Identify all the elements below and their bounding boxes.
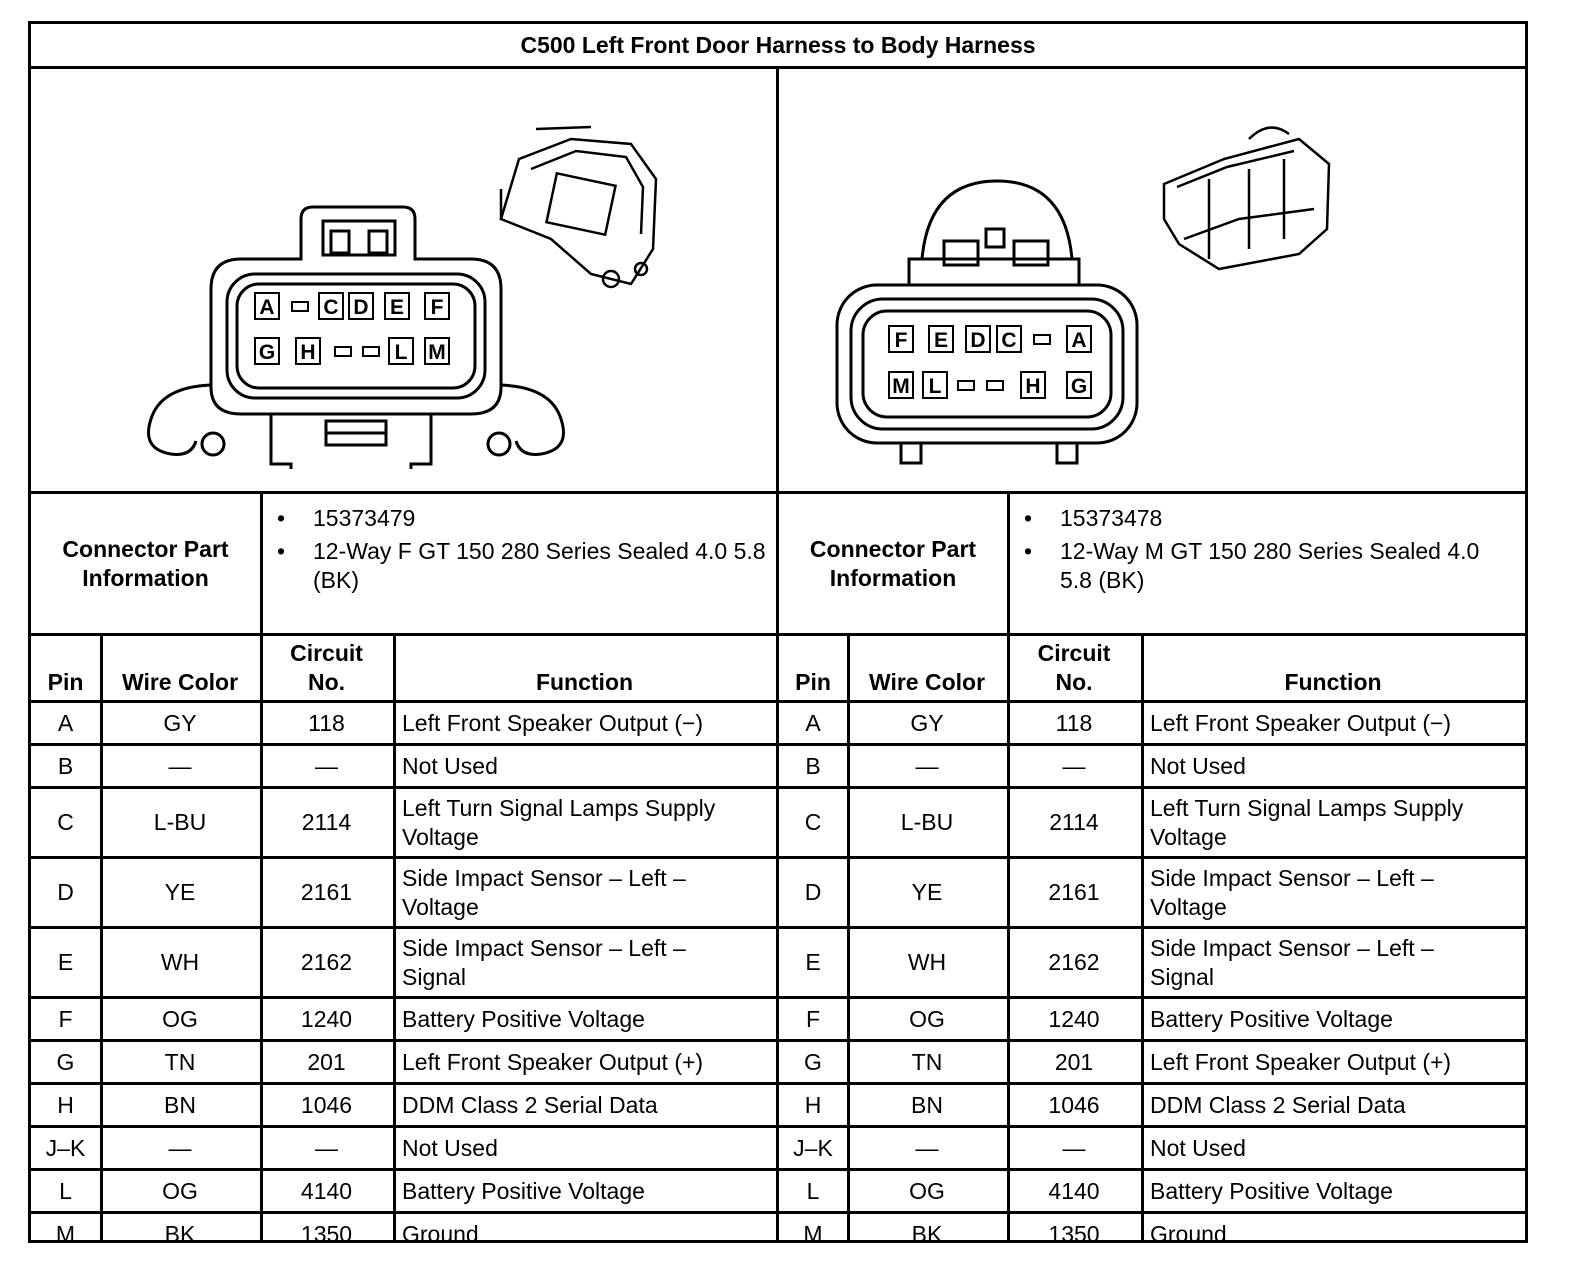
- cell-function: Side Impact Sensor – Left – Voltage: [402, 864, 686, 920]
- bullet-icon: •: [1024, 538, 1033, 564]
- cell-pin: M: [55, 1220, 76, 1247]
- cell-pin: J–K: [45, 1134, 86, 1161]
- cell-circuit: 2114: [1049, 809, 1099, 835]
- cell-function: Left Front Speaker Output (−): [402, 709, 704, 736]
- cell-circuit: —: [1062, 1134, 1086, 1161]
- part-number: • 15373478: [1024, 505, 1163, 531]
- column-header-circuit: [1007, 639, 1141, 697]
- unused-cavity: [958, 381, 974, 390]
- cell-wire-color: YE: [164, 879, 196, 905]
- pin-label: C: [1001, 329, 1017, 352]
- unused-cavity: [1034, 335, 1050, 344]
- pin-label: E: [933, 329, 949, 352]
- cell-function: Not Used: [1150, 752, 1246, 779]
- cell-circuit: 2162: [300, 949, 353, 975]
- cell-function: Left Front Speaker Output (−): [1150, 709, 1452, 736]
- male-part-info: [1010, 504, 1500, 595]
- cell-function: Ground: [1150, 1220, 1227, 1247]
- unused-cavity: [987, 381, 1003, 390]
- bullet-icon: •: [277, 538, 286, 564]
- cell-pin: B: [805, 752, 821, 779]
- female-connector-panel: [31, 69, 776, 491]
- cell-pin: L: [806, 1177, 820, 1204]
- cell-circuit: 1350: [300, 1220, 353, 1247]
- cell-function: DDM Class 2 Serial Data: [402, 1091, 658, 1118]
- pin-label: L: [394, 341, 408, 364]
- cell-function: Not Used: [402, 1134, 498, 1161]
- cell-circuit: 1046: [300, 1091, 353, 1118]
- cell-wire-color: TN: [164, 1048, 196, 1075]
- male-connector-panel: [779, 69, 1525, 491]
- bullet-icon: •: [1024, 505, 1033, 531]
- pin-label: C: [323, 296, 339, 319]
- cell-circuit: 2162: [1048, 949, 1100, 975]
- unused-cavity: [363, 347, 379, 356]
- part-description: • 12-Way F GT 150 280 Series Sealed 4.0 5.8 (BK): [277, 538, 766, 593]
- cell-circuit: 118: [308, 709, 345, 736]
- part-number: • 15373479: [277, 505, 416, 531]
- cell-function: Left Front Speaker Output (+): [402, 1048, 704, 1075]
- pin-label: L: [928, 375, 942, 398]
- cell-circuit: 4140: [1048, 1177, 1100, 1204]
- cell-wire-color: GY: [910, 709, 944, 736]
- cell-wire-color: OG: [909, 1005, 945, 1032]
- bullet-icon: •: [277, 505, 286, 531]
- cell-wire-color: GY: [163, 709, 197, 736]
- column-header-pin: Pin: [47, 669, 84, 695]
- connector-part-info-label: Connector Part Information: [62, 535, 229, 591]
- cell-wire-color: —: [168, 752, 192, 779]
- cell-circuit: 1240: [300, 1005, 353, 1032]
- cell-function: DDM Class 2 Serial Data: [1150, 1091, 1406, 1118]
- pin-label: G: [1070, 375, 1088, 398]
- cell-wire-color: OG: [162, 1005, 198, 1032]
- cell-circuit: 4140: [300, 1177, 353, 1204]
- cell-function: Left Turn Signal Lamps Supply Voltage: [402, 794, 716, 850]
- cell-circuit: 1350: [1048, 1220, 1100, 1247]
- cell-pin: H: [57, 1091, 74, 1118]
- cell-wire-color: BN: [911, 1091, 943, 1118]
- pin-label: F: [894, 329, 908, 352]
- connector-part-info-label: Connector Part Information: [809, 535, 977, 591]
- male-connector-diagram: [779, 69, 1525, 491]
- cell-circuit: —: [315, 1134, 338, 1161]
- cell-pin: C: [57, 809, 74, 835]
- cell-pin: J–K: [793, 1134, 833, 1161]
- cell-function: Battery Positive Voltage: [402, 1177, 645, 1204]
- cell-pin: G: [804, 1048, 822, 1075]
- cell-circuit: 201: [307, 1048, 346, 1075]
- cell-wire-color: —: [915, 752, 939, 779]
- cell-pin: D: [804, 879, 822, 905]
- cell-pin: B: [57, 752, 74, 779]
- cell-function: Left Turn Signal Lamps Supply Voltage: [1150, 794, 1464, 850]
- cell-wire-color: OG: [909, 1177, 945, 1204]
- pin-label: A: [259, 296, 275, 319]
- cell-circuit: 118: [1055, 709, 1093, 736]
- cell-circuit: 1046: [1048, 1091, 1100, 1118]
- column-header-pin: Pin: [795, 669, 831, 695]
- pinout-sheet: [28, 21, 1528, 1247]
- pin-label: A: [1071, 329, 1087, 352]
- cell-pin: E: [57, 949, 74, 975]
- pin-label: H: [1025, 375, 1041, 398]
- part-description: • 12-Way M GT 150 280 Series Sealed 4.0 5.8 (BK): [1024, 538, 1480, 593]
- column-header-function: Function: [1284, 669, 1382, 695]
- cell-circuit: —: [1062, 752, 1086, 779]
- column-header-circuit-line2: No.: [307, 669, 346, 695]
- cell-function: Left Front Speaker Output (+): [1150, 1048, 1452, 1075]
- pin-label: D: [353, 296, 369, 319]
- cell-pin: G: [56, 1048, 75, 1075]
- column-header-wire-color: Wire Color: [868, 669, 986, 695]
- cell-function: Side Impact Sensor – Left – Signal: [402, 934, 686, 990]
- cell-wire-color: WH: [160, 949, 200, 975]
- cell-wire-color: BK: [911, 1220, 943, 1247]
- cell-pin: E: [805, 949, 821, 975]
- column-header-wire-color: Wire Color: [121, 669, 239, 695]
- cell-wire-color: —: [915, 1134, 939, 1161]
- cell-wire-color: OG: [162, 1177, 198, 1204]
- cell-wire-color: YE: [911, 879, 943, 905]
- cell-circuit: 2114: [301, 809, 352, 835]
- cell-pin: A: [805, 709, 821, 736]
- cell-pin: F: [805, 1005, 821, 1032]
- column-header-circuit-line2: No.: [1055, 669, 1093, 695]
- cell-circuit: 1240: [1048, 1005, 1100, 1032]
- cell-wire-color: L-BU: [900, 809, 954, 835]
- column-header-circuit: [260, 639, 393, 697]
- female-part-info: [263, 504, 776, 595]
- cell-wire-color: L-BU: [153, 809, 207, 835]
- cell-wire-color: BN: [164, 1091, 196, 1118]
- pin-label: E: [389, 296, 405, 319]
- cell-wire-color: BK: [164, 1220, 196, 1247]
- pin-label: G: [258, 341, 276, 364]
- divider: [31, 633, 1525, 636]
- cell-function: Battery Positive Voltage: [1150, 1177, 1393, 1204]
- cell-pin: D: [57, 879, 74, 905]
- cell-circuit: 2161: [1048, 879, 1100, 905]
- cell-wire-color: WH: [907, 949, 947, 975]
- cell-pin: C: [804, 809, 822, 835]
- cell-wire-color: TN: [911, 1048, 943, 1075]
- cell-function: Battery Positive Voltage: [402, 1005, 645, 1032]
- column-header-circuit-line1: Circuit: [1037, 640, 1111, 666]
- pin-label: F: [430, 296, 444, 319]
- female-connector-diagram: [31, 69, 776, 491]
- cell-circuit: 2161: [300, 879, 353, 905]
- cell-pin: M: [803, 1220, 823, 1247]
- pin-label: M: [428, 341, 446, 364]
- cell-function: Battery Positive Voltage: [1150, 1005, 1393, 1032]
- cell-function: Side Impact Sensor – Left – Voltage: [1150, 864, 1434, 920]
- column-header-circuit-line1: Circuit: [290, 640, 363, 666]
- cell-function: Not Used: [1150, 1134, 1246, 1161]
- cell-wire-color: —: [168, 1134, 192, 1161]
- cell-circuit: —: [315, 752, 338, 779]
- unused-cavity: [292, 302, 308, 311]
- cell-function: Not Used: [402, 752, 498, 779]
- page-title: C500 Left Front Door Harness to Body Harness: [520, 31, 1036, 58]
- pin-label: D: [970, 329, 986, 352]
- cell-pin: F: [58, 1005, 73, 1032]
- cell-pin: A: [57, 709, 74, 736]
- pin-label: H: [300, 341, 316, 364]
- unused-cavity: [335, 347, 351, 356]
- cell-function: Side Impact Sensor – Left – Signal: [1150, 934, 1434, 990]
- column-header-function: Function: [535, 669, 634, 695]
- cell-pin: H: [804, 1091, 822, 1118]
- cell-pin: L: [59, 1177, 72, 1204]
- cell-circuit: 201: [1054, 1048, 1094, 1075]
- pin-label: M: [892, 375, 910, 398]
- cell-function: Ground: [402, 1220, 479, 1247]
